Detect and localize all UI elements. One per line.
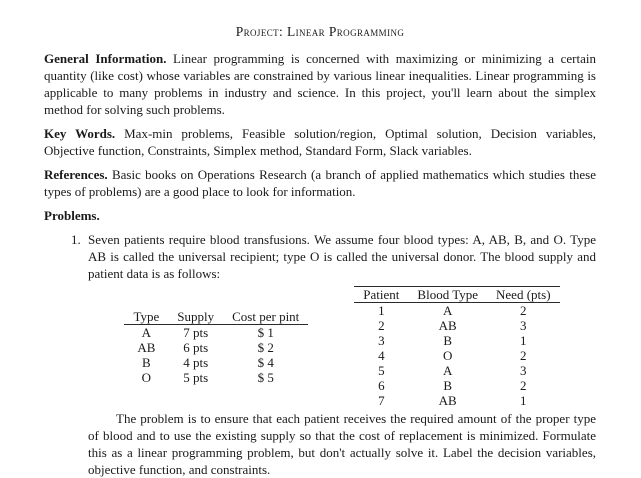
table-cell: $ 2 xyxy=(257,340,274,355)
patient-table xyxy=(354,286,559,408)
table-cell: 1 xyxy=(520,333,527,348)
table-row xyxy=(354,318,559,333)
table-cell: 5 xyxy=(378,363,385,378)
table-cell: 4 pts xyxy=(183,355,209,370)
table-cell: 6 pts xyxy=(183,340,209,355)
references-paragraph xyxy=(44,166,596,200)
supply-header-cost: Cost per pint xyxy=(223,309,308,325)
table-row xyxy=(354,363,559,378)
table-cell: 1 xyxy=(378,303,385,318)
table-row xyxy=(354,393,559,408)
table-cell: A xyxy=(141,325,152,340)
table-cell: B xyxy=(443,378,453,393)
table-cell: 2 xyxy=(520,348,527,363)
problem-1 xyxy=(44,231,596,478)
table-row xyxy=(354,378,559,393)
general-information-paragraph xyxy=(44,50,596,118)
supply-table-header-row xyxy=(124,309,308,325)
patient-header-need: Need (pts) xyxy=(487,287,560,303)
table-row xyxy=(124,355,308,370)
table-cell: 5 pts xyxy=(183,370,209,385)
references-label: References. xyxy=(44,167,108,182)
references-text: Basic books on Operations Research (a branch of applied mathematics which studies these types of problems) are a good place to look for information. xyxy=(44,167,596,199)
table-cell: 7 pts xyxy=(183,325,209,340)
table-cell: 2 xyxy=(520,378,527,393)
table-cell: 6 xyxy=(378,378,385,393)
supply-table xyxy=(124,309,308,385)
patient-header-blood-type: Blood Type xyxy=(408,287,487,303)
table-row xyxy=(354,303,559,319)
table-row xyxy=(354,348,559,363)
table-cell: 3 xyxy=(520,318,527,333)
table-cell: AB xyxy=(438,393,457,408)
general-information-text: Linear programming is concerned with maximizing or minimizing a certain quantity (like cost) whose variables are constrained by various linear inequalities. Linear programming is applicable to many problems in industry and science. In this project, you'll learn about the simplex method for solving such problems. xyxy=(44,51,597,117)
table-cell: A xyxy=(443,363,453,378)
table-cell: $ 5 xyxy=(257,370,274,385)
table-cell: 2 xyxy=(520,303,527,318)
table-cell: 3 xyxy=(378,333,385,348)
table-cell: B xyxy=(443,333,453,348)
general-information-label: General Information. xyxy=(44,51,167,66)
supply-header-supply: Supply xyxy=(168,309,223,325)
data-tables xyxy=(88,286,596,408)
table-cell: 2 xyxy=(378,318,385,333)
supply-header-type: Type xyxy=(124,309,168,325)
table-cell: A xyxy=(443,303,453,318)
table-row xyxy=(124,325,308,341)
page-title: Project: Linear Programming xyxy=(235,24,405,39)
table-cell: 3 xyxy=(520,363,527,378)
table-row xyxy=(124,370,308,385)
table-cell: AB xyxy=(438,318,457,333)
table-cell: O xyxy=(141,370,152,385)
table-cell: AB xyxy=(137,340,156,355)
table-cell: O xyxy=(443,348,453,363)
table-row xyxy=(354,333,559,348)
problem-1-conclusion: The problem is to ensure that each patient receives the required amount of the proper type of blood and to use the existing supply so that the cost of replacement is minimized. Formulate this as a linear programming problem, but don't actually solve it. Label the decision variables, objective function, and constraints. xyxy=(88,411,596,477)
table-row xyxy=(124,340,308,355)
patient-table-header-row xyxy=(354,287,559,303)
table-cell: 4 xyxy=(378,348,385,363)
key-words-text: Max-min problems, Feasible solution/region, Optimal solution, Decision variables, Objective function, Constraints, Simplex method, Standard Form, Slack variables. xyxy=(44,126,597,158)
problem-1-body xyxy=(88,231,596,478)
patient-header-patient: Patient xyxy=(354,287,408,303)
table-cell: B xyxy=(142,355,151,370)
table-cell: 7 xyxy=(378,393,385,408)
key-words-paragraph xyxy=(44,125,596,159)
key-words-label: Key Words. xyxy=(44,126,116,141)
table-cell: $ 1 xyxy=(257,325,274,340)
problem-1-number: 1. xyxy=(71,232,81,247)
table-cell: 1 xyxy=(520,393,527,408)
problem-1-intro: Seven patients require blood transfusions. We assume four blood types: A, AB, B, and O. Type AB is called the universal recipient; type O is called the universal donor. The blood supply and patient data is as follows: xyxy=(88,232,596,281)
table-cell: $ 4 xyxy=(257,355,274,370)
problems-heading xyxy=(44,207,596,224)
problems-label: Problems. xyxy=(44,208,100,223)
